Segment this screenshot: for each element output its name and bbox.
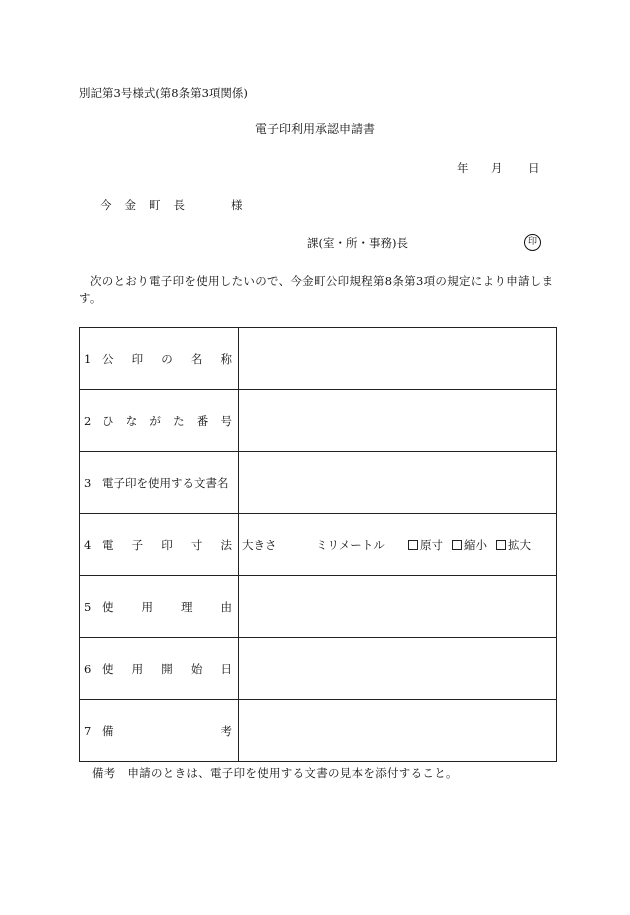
row-label-cell [80, 390, 239, 452]
row-number: 7 [84, 723, 92, 738]
unit-label: ミリメートル [316, 537, 385, 552]
size-option-label: 縮小 [464, 537, 487, 552]
row-value-field[interactable] [239, 328, 557, 390]
row-label: 電子印を使用する文書名 [102, 475, 229, 490]
seal-mark-icon: 印 [524, 234, 541, 251]
row-label: 使 用 理 由 [102, 599, 232, 614]
row-value-field[interactable] [239, 576, 557, 638]
row-label: 電 子 印 寸 法 [102, 537, 232, 552]
row-number: 1 [84, 351, 92, 366]
remark-note: 備考 申請のときは、電子印を使用する文書の見本を添付すること。 [92, 766, 458, 780]
row-label-cell [80, 576, 239, 638]
row-label-cell [80, 700, 239, 762]
checkbox-icon[interactable] [452, 540, 462, 550]
size-label: 大きさ [242, 537, 277, 552]
row-label: ひ な が た 番 号 [102, 413, 232, 428]
table-row [80, 576, 557, 638]
intro-text: 次のとおり電子印を使用したいので、今金町公印規程第8条第3項の規定により申請します。 [79, 274, 554, 305]
date-month-label: 月 [491, 161, 503, 175]
checkbox-icon[interactable] [496, 540, 506, 550]
row-value-field[interactable] [239, 700, 557, 762]
table-row [80, 514, 557, 576]
row-value-field[interactable] [239, 514, 557, 576]
row-value-field[interactable] [239, 452, 557, 514]
size-option-checkbox[interactable] [408, 537, 443, 553]
application-table [79, 327, 557, 762]
row-number: 5 [84, 599, 92, 614]
row-number: 4 [84, 537, 92, 552]
table-row [80, 328, 557, 390]
form-number: 別記第3号様式(第8条第3項関係) [79, 86, 248, 100]
size-option-label: 原寸 [420, 537, 443, 552]
row-value-field[interactable] [239, 638, 557, 700]
form-title: 電子印利用承認申請書 [254, 122, 375, 136]
table-row [80, 452, 557, 514]
size-option-label: 拡大 [508, 537, 531, 552]
size-option-checkbox[interactable] [452, 537, 487, 553]
checkbox-icon[interactable] [408, 540, 418, 550]
row-label: 備 考 [102, 723, 232, 738]
date-year-label: 年 [457, 161, 469, 175]
row-label: 公 印 の 名 称 [102, 351, 232, 366]
row-label-cell [80, 328, 239, 390]
table-row [80, 638, 557, 700]
row-label: 使 用 開 始 日 [102, 661, 232, 676]
row-number: 3 [84, 475, 92, 490]
addressee-honorific: 様 [231, 198, 243, 212]
row-number: 2 [84, 413, 92, 428]
row-label-cell [80, 514, 239, 576]
table-row [80, 390, 557, 452]
date-day-label: 日 [528, 161, 540, 175]
row-label-cell [80, 452, 239, 514]
row-number: 6 [84, 661, 92, 676]
size-option-checkbox[interactable] [496, 537, 531, 553]
applicant-department: 課(室・所・事務)長 [307, 236, 408, 250]
row-label-cell [80, 638, 239, 700]
table-row [80, 700, 557, 762]
row-value-field[interactable] [239, 390, 557, 452]
addressee-name: 今金町長 [100, 198, 198, 212]
